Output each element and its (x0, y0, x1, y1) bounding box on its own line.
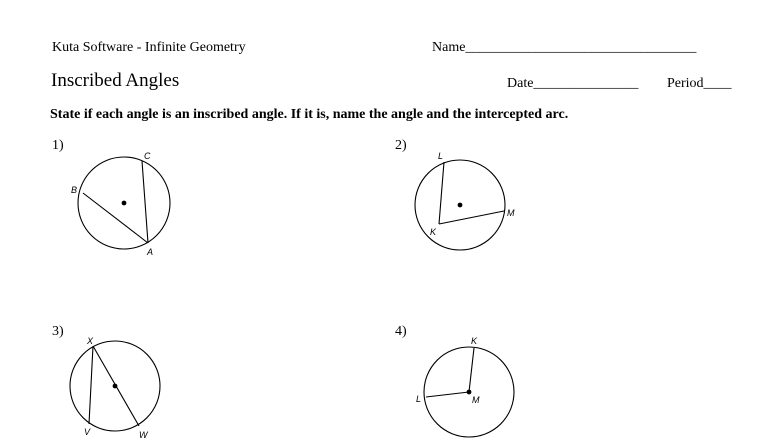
period-field-label: Period____ (667, 76, 732, 91)
software-title: Kuta Software - Infinite Geometry (52, 40, 246, 55)
problem-3-label-v: V (84, 427, 91, 437)
problem-1-number: 1) (52, 138, 64, 153)
problem-1-label-a: A (147, 247, 154, 257)
problem-2-label-l: L (438, 151, 444, 161)
problem-4-radius-mk (469, 348, 474, 392)
problem-2-number: 2) (395, 138, 407, 153)
problem-1-label-c: C (144, 151, 151, 161)
problem-4-number: 4) (395, 324, 407, 339)
problem-3-number: 3) (52, 324, 64, 339)
date-field-label: Date_______________ (507, 76, 639, 91)
name-field-label: Name_________________________________ (432, 40, 697, 55)
worksheet-title: Inscribed Angles (51, 70, 180, 91)
problem-4-label-m: M (472, 395, 480, 405)
problem-2-label-m: M (507, 208, 515, 218)
problem-4-label-k: K (471, 336, 478, 346)
problem-3-label-x: X (87, 336, 94, 346)
problem-3-label-w: W (139, 430, 148, 440)
problem-2-label-k: K (430, 227, 437, 237)
problem-4-radius-ml (426, 392, 469, 397)
problem-1-label-b: B (71, 185, 78, 195)
instructions: State if each angle is an inscribed angle. If it is, name the angle and the intercepted arc. (50, 107, 569, 122)
problem-4-label-l: L (416, 394, 422, 404)
